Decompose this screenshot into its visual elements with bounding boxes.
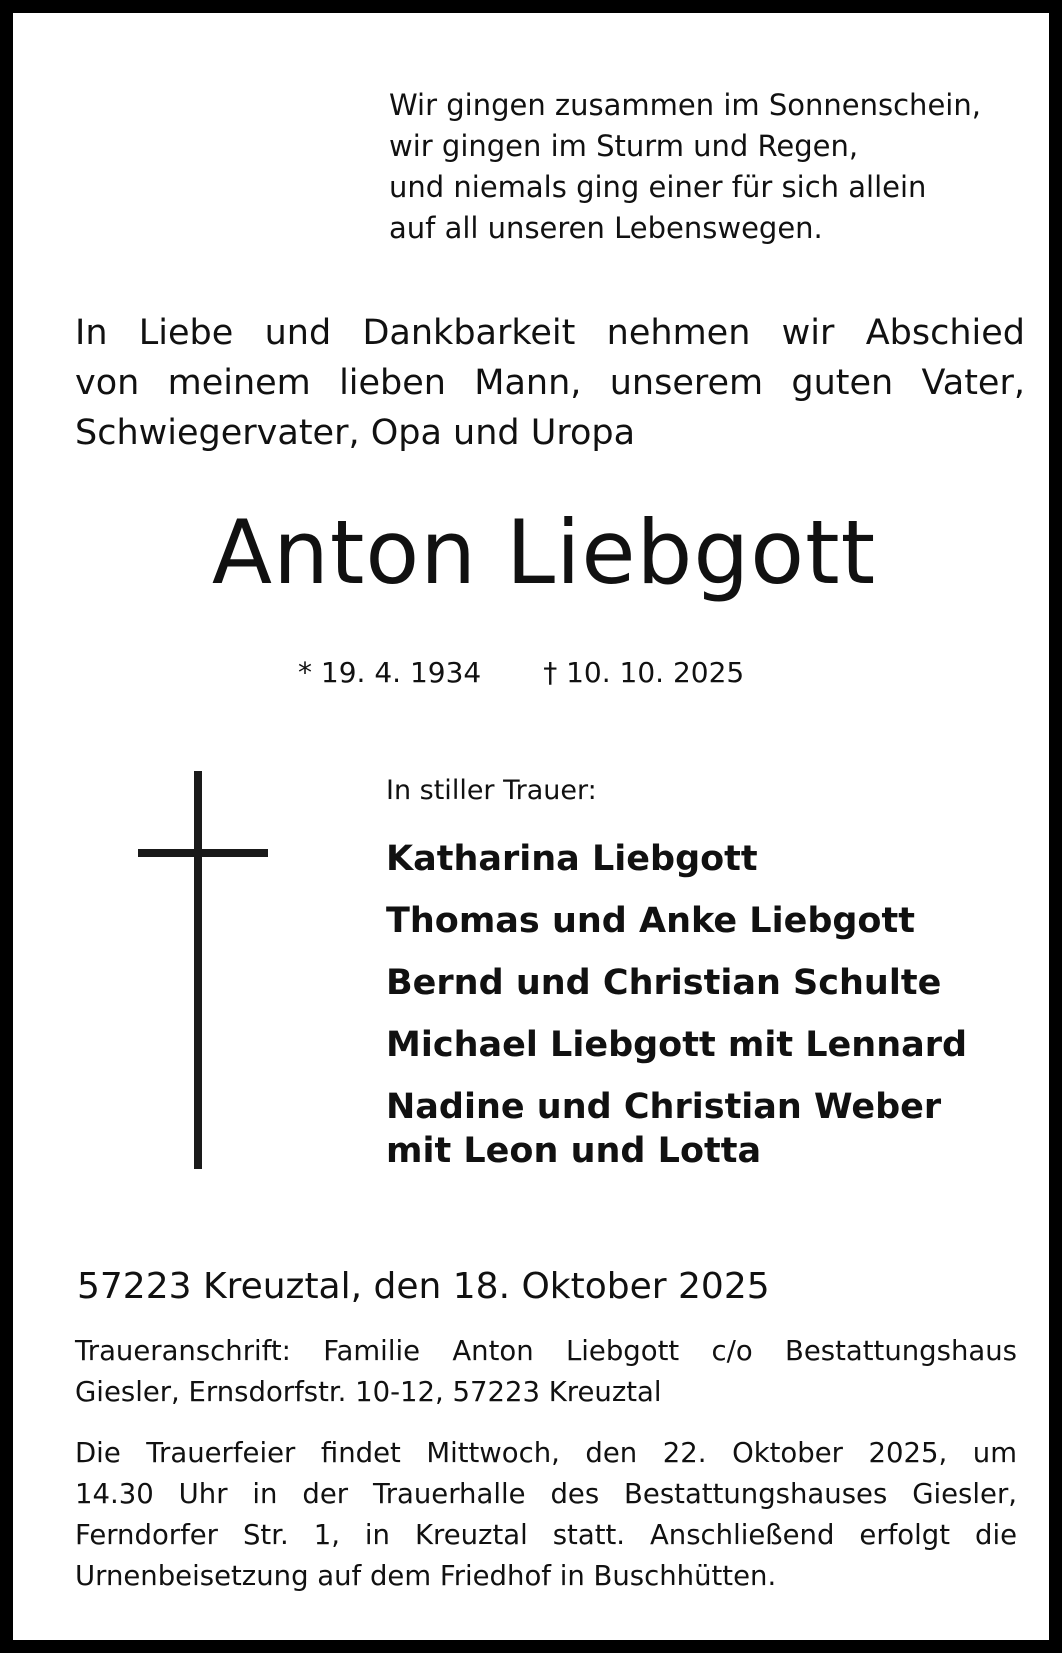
intro-line: In Liebe und Dankbarkeit nehmen wir Abschied: [75, 313, 1025, 353]
intro-line: Schwiegervater, Opa und Uropa: [75, 413, 636, 453]
mourner-entry: [386, 899, 1046, 943]
ceremony-line: Urnenbeisetzung auf dem Friedhof in Buschhütten.: [75, 1560, 777, 1592]
mourner-list: [386, 837, 1046, 1173]
mourner-entry: [386, 961, 1046, 1005]
mourner-name-continued: mit Leon und Lotta: [386, 1131, 762, 1171]
mourner-entry: [386, 1085, 1046, 1173]
poem-line: wir gingen im Sturm und Regen,: [389, 129, 859, 163]
mourner-entry: [386, 1023, 1046, 1067]
mourners-section: [386, 771, 1046, 1191]
poem: [389, 85, 1029, 249]
place-and-date: 57223 Kreuztal, den 18. Oktober 2025: [77, 1266, 770, 1307]
poem-line: Wir gingen zusammen im Sonnenschein,: [389, 88, 981, 122]
address-line: Giesler, Ernsdorfstr. 10-12, 57223 Kreuztal: [75, 1376, 662, 1408]
latin-cross-icon: [138, 771, 268, 1169]
deceased-name: Anton Liebgott: [211, 501, 877, 604]
address-line: Traueranschrift: Familie Anton Liebgott c/o Bestattungshaus: [75, 1335, 1017, 1367]
mourner-name: Nadine und Christian Weber: [386, 1087, 942, 1127]
mourner-name: Katharina Liebgott: [386, 839, 758, 879]
birth-date: * 19. 4. 1934: [298, 656, 482, 689]
intro-line: von meinem lieben Mann, unserem guten Vater,: [75, 363, 1025, 403]
mourner-name: Michael Liebgott mit Lennard: [386, 1025, 968, 1065]
mourner-entry: [386, 837, 1046, 881]
mourners-heading: In stiller Trauer:: [386, 775, 597, 806]
intro-text: [75, 308, 1025, 458]
poem-line: und niemals ging einer für sich allein: [389, 170, 927, 204]
death-date: † 10. 10. 2025: [543, 656, 745, 689]
ceremony-line: Die Trauerfeier findet Mittwoch, den 22. Oktober 2025, um: [75, 1437, 1017, 1469]
life-dates: [298, 653, 744, 693]
poem-line: auf all unseren Lebenswegen.: [389, 211, 823, 245]
ceremony-notice: [75, 1433, 1017, 1597]
mourning-address: [75, 1331, 1017, 1413]
ceremony-line: Ferndorfer Str. 1, in Kreuztal statt. Anschließend erfolgt die: [75, 1519, 1017, 1551]
mourner-name: Bernd und Christian Schulte: [386, 963, 942, 1003]
ceremony-line: 14.30 Uhr in der Trauerhalle des Bestattungshauses Giesler,: [75, 1478, 1017, 1510]
mourner-name: Thomas und Anke Liebgott: [386, 901, 915, 941]
